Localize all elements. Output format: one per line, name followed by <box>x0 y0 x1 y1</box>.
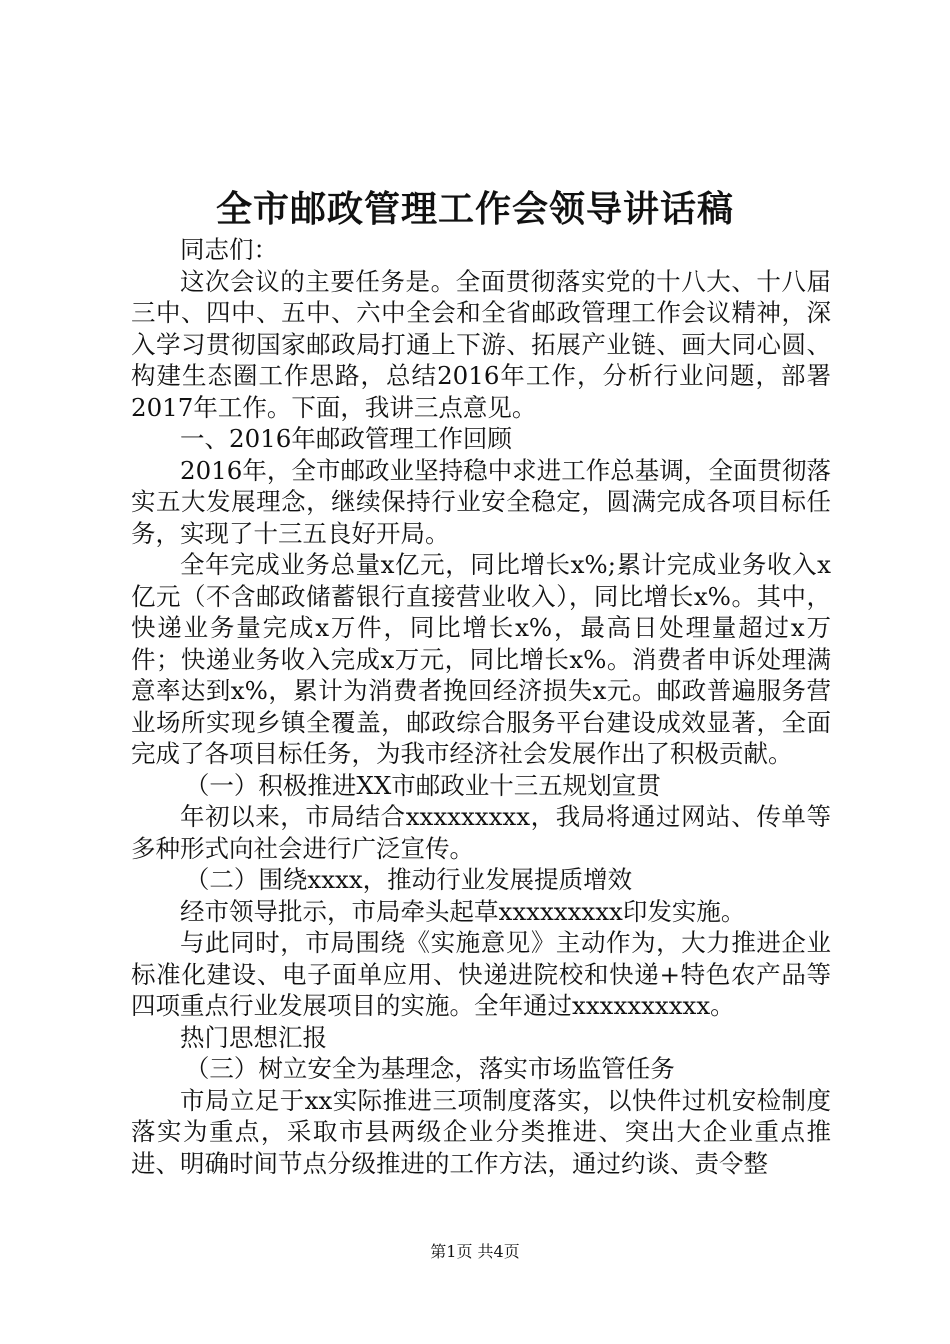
subsection-heading-3: （三）树立安全为基理念，落实市场监管任务 <box>184 1054 675 1083</box>
inserted-text: 热门思想汇报 <box>180 1022 327 1052</box>
section-heading-1: 一、2016年邮政管理工作回顾 <box>180 424 512 453</box>
paragraph: 与此同时，市局围绕《实施意见》主动作为，大力推进企业标准化建设、电子面单应用、快递进院校和快递+特色农产品等四项重点行业发展项目的实施。全年通过xxxxxxxxxx。 <box>131 928 831 1020</box>
paragraph: 经市领导批示，市局牵头起草xxxxxxxxx印发实施。 <box>180 896 746 926</box>
paragraph: 2016年，全市邮政业坚持稳中求进工作总基调，全面贯彻落实五大发展理念，继续保持行业安全稳定，圆满完成各项目标任务，实现了十三五良好开局。 <box>131 455 831 548</box>
paragraph-salutation: 同志们： <box>180 235 278 264</box>
subsection-heading-1: （一）积极推进XX市邮政业十三五规划宣贯 <box>184 770 661 800</box>
page-number: 第1页 共4页 <box>430 1242 520 1261</box>
document-body <box>131 234 831 1179</box>
paragraph: 全年完成业务总量x亿元，同比增长x%;累计完成业务收入x亿元（不含邮政储蓄银行直接营业收入），同比增长x%。其中，快递业务量完成x万件，同比增长x%，最高日处理量超过x万件；快递业务收入完成x万元，同比增长x%。消费者申诉处理满意率达到x%，累计为消费者挽回经济损失x元。邮政普遍服务营业场所实现乡镇全覆盖，邮政综合服务平台建设成效显著，全面完成了各项目标任务，为我市经济社会发展作出了积极贡献。 <box>131 550 831 768</box>
paragraph: 年初以来，市局结合xxxxxxxxx，我局将通过网站、传单等多种形式向社会进行广泛宣传。 <box>131 802 831 863</box>
paragraph-intro: 这次会议的主要任务是。全面贯彻落实党的十八大、十八届三中、四中、五中、六中全会和全省邮政管理工作会议精神，深入学习贯彻国家邮政局打通上下游、拓展产业链、画大同心圆、构建生态圈工作思路，总结2016年工作，分析行业问题，部署2017年工作。下面，我讲三点意见。 <box>131 266 831 422</box>
paragraph: 市局立足于xx实际推进三项制度落实，以快件过机安检制度落实为重点，采取市县两级企业分类推进、突出大企业重点推进、明确时间节点分级推进的工作方法，通过约谈、责令整 <box>131 1085 831 1178</box>
document-title: 全市邮政管理工作会领导讲话稿 <box>215 188 734 230</box>
subsection-heading-2: （二）围绕xxxx，推动行业发展提质增效 <box>184 865 633 894</box>
